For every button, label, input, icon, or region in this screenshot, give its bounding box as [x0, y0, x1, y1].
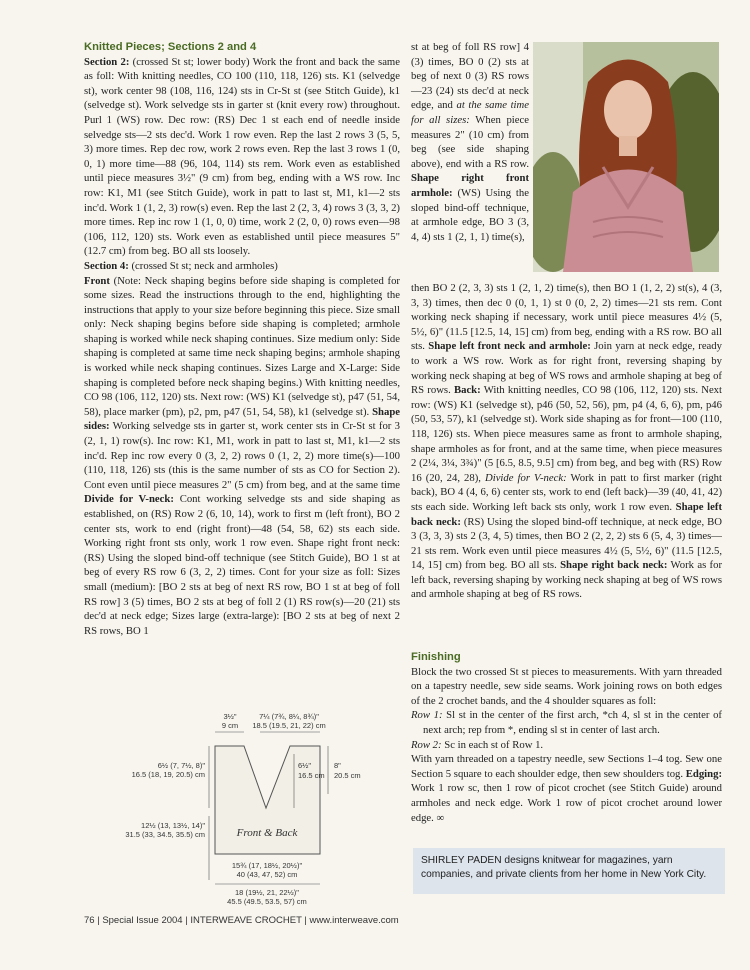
- right-top-column: [411, 40, 529, 244]
- section-4-text: (crossed St st; neck and armholes): [128, 259, 278, 272]
- dim-neck-depth-cm: 16.5 cm: [298, 771, 325, 780]
- finishing-row1: [411, 708, 722, 737]
- section-heading: Knitted Pieces; Sections 2 and 4: [84, 41, 257, 53]
- right-column: [411, 281, 722, 602]
- dim-waist: 15¾ (17, 18½, 20½)": [231, 861, 303, 870]
- section-4-paragraph: [84, 259, 400, 274]
- dim-left-upper-cm: 16.5 (18, 19, 20.5) cm: [131, 770, 205, 779]
- dim-neck-depth: 6½": [298, 761, 312, 770]
- section-2-label: Section 2:: [84, 55, 130, 68]
- right-top-italic: at the same time for all sizes:: [411, 99, 529, 126]
- dim-left-lower-cm: 31.5 (33, 34.5, 35.5) cm: [125, 830, 205, 839]
- right-top-paragraph: [411, 40, 529, 244]
- dim-top-right-cm: 18.5 (19.5, 21, 22) cm: [252, 721, 326, 730]
- right-text-b: Join yarn at neck edge, ready to work a WS row. Work as for right front, reversing shaping by working neck shaping at beg of WS rows and armhole shaping at beg of RS rows.: [411, 340, 722, 397]
- divide-label: Divide for V-neck:: [84, 493, 174, 506]
- finishing-p2-text: With yarn threaded on a tapestry needle, sew Sections 1–4 tog. Sew one Section 5 square to each shoulder edge, then sew shoulders tog.: [411, 753, 722, 780]
- front-text: (Note: Neck shaping begins before side shaping is completed for some sizes. Read the instructions through to the end, highlighting the instructions that apply to your size before beginning this piece. Size small only: Neck shaping begins before side shaping is completed; armhole shaping is worked while neck shaping continues. Size medium only: Side shaping is completed at same time neck shaping begins; armhole shaping is worked while neck shaping continues. Sizes Large and X-Large: Side shaping is completed before neck shaping begins.) With knitting needles, CO 98 (106, 112, 120) sts. Next row: (WS) K1 (selvedge st), p47 (51, 54, 58), place marker (pm), p2, pm, p47 (51, 54, 58), k1 (selvedge st).: [84, 274, 400, 418]
- left-back-neck-label: Shape left back neck:: [411, 500, 722, 528]
- designer-bio: SHIRLEY PADEN designs knitwear for magazines, yarn companies, and private clients from her home in New York City.: [413, 848, 725, 894]
- front-paragraph: [84, 274, 400, 639]
- row1-label: Row 1:: [411, 709, 443, 722]
- dim-top-left-cm: 9 cm: [221, 721, 239, 730]
- dim-right-side-cm: 20.5 cm: [334, 771, 361, 780]
- right-back-neck-label: Shape right back neck:: [560, 559, 668, 572]
- schematic-diagram: [84, 708, 404, 906]
- right-text-a: then BO 2 (2, 3, 3) sts 1 (2, 1, 2) time(s), then BO 1 (1, 2, 2) st(s), 4 (3, 3, 3) times, then dec 0 (0, 1, 1) st 0 (0, 2, 2) times—21 sts rem. Cont working neck shaping if necessary, work until piece measures 4½ (5, 5½, 6)" (11.5 [12.5, 14, 15] cm) from beg, ending with a RS row. BO all sts.: [411, 282, 722, 353]
- armhole-label: Shape right front armhole:: [411, 172, 529, 199]
- dim-bottom-cm: 45.5 (49.5, 53.5, 57) cm: [227, 897, 307, 906]
- shape-sides-text: Working selvedge sts in garter st, work center sts in Cr-St st for 3 (2, 1, 1) row(s). Inc row: K1, M1, work in patt to last st, M1, k1—2 sts inc'd. Rep inc row every 0 (3, 2, 2) rows 0 (1, 2, 2) more time(s)—100 (110, 118, 126) sts (this is the same number of sts as CO for Section 2). Cont even until piece measures 2" (5 cm) from beg, and at the same time: [84, 420, 400, 491]
- right-paragraph: [411, 281, 722, 602]
- section-4-label: Section 4:: [84, 259, 129, 272]
- model-photo: [533, 42, 719, 272]
- left-column: [84, 40, 400, 638]
- shape-sides-label: Shape sides:: [84, 405, 401, 433]
- right-top-text-c: (WS) Using the sloped bind-off technique, at armhole edge, BO 3 (3, 4, 4) sts 1 (2, 1, 1) time(s),: [411, 186, 529, 243]
- row2-text: Sc in each st of Row 1.: [441, 738, 544, 751]
- right-top-text-a: st at beg of foll RS row] 4 (3) times, BO 0 (2) sts at beg of next 0 (3) RS rows—23 (24) sts dec'd at neck edge, and: [411, 41, 529, 112]
- section-2-paragraph: [84, 55, 400, 259]
- edging-text: Work 1 row sc, then 1 row of picot crochet (see Stitch Guide) around armholes and neck edge. Work 1 row of picot crochet around lower edge.: [411, 782, 722, 824]
- dim-top-right: 7¼ (7¾, 8¼, 8¾)": [259, 712, 319, 721]
- front-label: Front: [84, 274, 110, 287]
- right-top-text-b: When piece measures 2" (10 cm) from beg (see side shaping above), end with a RS row.: [411, 113, 529, 170]
- model-illustration: [533, 42, 719, 272]
- dim-left-lower: 12½ (13, 13½, 14)": [141, 821, 205, 830]
- divide-text: Cont working selvedge sts and side shaping as established, on (RS) Row 2 (6, 10, 14), work to first m (left front), BO 2 center sts, work to end (right front)—48 (54, 58, 62) sts each side. Working right front sts only, work 1 row even. Shape right front neck: (RS) Using the sloped bind-off technique (see Stitch Guide), BO 1 st at beg of every RS row 6 (3, 2, 2) times. Cont for your size as foll: Sizes small (medium): [BO 2 sts at beg of next RS row, BO 1 st at beg of foll RS row] 3 (5) times, BO 2 sts at beg of foll 2 (1) RS row(s)—20 (21) sts dec'd at neck edge; Sizes large (extra-large): [BO 2 sts at beg of next 2 RS rows, BO 1: [84, 493, 400, 637]
- finishing-section: [411, 650, 722, 825]
- dim-top-left: 3½": [223, 712, 237, 721]
- row1-text: Sl st in the center of the first arch, *ch 4, sl st in the center of next arch; rep from *, ending sl st in center of last arch.: [423, 709, 722, 736]
- back-divide-label: Divide for V-neck:: [485, 471, 567, 484]
- page-footer: 76 | Special Issue 2004 | INTERWEAVE CROCHET | www.interweave.com: [84, 915, 399, 926]
- finishing-heading: Finishing: [411, 651, 461, 663]
- right-text-d: Work in patt to first marker (right back), BO 4 (4, 6, 6) center sts, work to end (left back)—39 (40, 41, 42) sts each side. Working left back sts only, work 1 row even.: [411, 471, 722, 513]
- finishing-p2: [411, 752, 722, 825]
- section-2-text: (crossed St st; lower body) Work the front and back the same as foll: With knitting needles, CO 100 (110, 118, 126) sts. K1 (selvedge st), work center 98 (108, 116, 124) sts in Cr-St st (see Stitch Guide), k1 (selvedge st). Work selvedge sts in garter st (knit every row) throughout. Purl 1 (WS) row. Dec row: (RS) Dec 1 st each end of needle inside selvedge sts—2 sts dec'd. Work 1 row even. Rep the last 2 rows 3 (5, 5, 3) more times. Rep dec row, work 2 rows even. Rep the last 3 rows 1 (0, 0, 1) more time—88 (96, 104, 114) sts rem. Work even as established until piece measures 3½" (9 cm) from beg, ending with a WS row. Inc row: K1, M1 (see Stitch Guide), work in patt to last st, M1, k1—2 sts inc'd. Work 1 (1, 2, 3) row(s) even. Rep the last 2 (2, 3, 4) rows 3 (3, 3, 2) more times. Rep inc row 1 (1, 0, 0) time, work 2 (2, 0, 0) rows even—98 (106, 112, 120) sts. Work even as established until piece measures 5" (12.7 cm) from beg. BO all sts loosely.: [84, 55, 400, 258]
- dim-waist-cm: 40 (43, 47, 52) cm: [236, 870, 298, 879]
- dim-bottom: 18 (19½, 21, 22½)": [235, 888, 299, 897]
- back-label: Back:: [453, 384, 481, 397]
- finishing-row2: [411, 738, 722, 753]
- schematic-center-label: Front & Back: [236, 827, 298, 839]
- row2-label: Row 2:: [411, 738, 442, 751]
- edging-label: Edging:: [685, 767, 722, 780]
- right-text-e: (RS) Using the sloped bind-off technique, at neck edge, BO 3 (3, 3, 3) sts 2 (3, 4, 5) times, then BO 2 (2, 2, 2) sts 6 (5, 4, 3) times—21 sts rem. Work even until piece measures 4½ (5, 5½, 6)" (11.5 [12.5, 14, 15] cm) from beg. BO all sts.: [411, 515, 722, 572]
- dim-right-side: 8": [334, 761, 341, 770]
- finishing-p1: Block the two crossed St st pieces to measurements. With yarn threaded on a tapestry needle, sew side seams. Work joining rows on both edges of the 2 crochet bands, and the 4 shoulder squares as foll:: [411, 665, 722, 707]
- left-front-neck-label: Shape left front neck and armhole:: [428, 340, 591, 353]
- end-mark: ∞: [436, 811, 445, 824]
- dim-left-upper: 6½ (7, 7½, 8)": [157, 761, 205, 770]
- right-text-c: With knitting needles, CO 98 (106, 112, 120) sts. Next row: (WS) K1 (selvedge st), p46 (50, 52, 56), pm, p4 (4, 6, 6), pm, p46 (50, 53, 57), k1 (selvedge st). Work side shaping as for front—100 (110, 118, 126) sts. When piece measures same as front to armhole shaping, shape armholes as for front, and at the same time, when piece measures 2 (2¼, 3¼, 3¾)" (5 [6.5, 8.5, 9.5] cm) from beg, and beg with (RS) Row 16 (20, 24, 28),: [411, 384, 722, 484]
- right-text-f: Work as for left back, reversing shaping by working neck shaping at beg of WS rows and armhole shaping at beg of RS rows.: [411, 559, 723, 601]
